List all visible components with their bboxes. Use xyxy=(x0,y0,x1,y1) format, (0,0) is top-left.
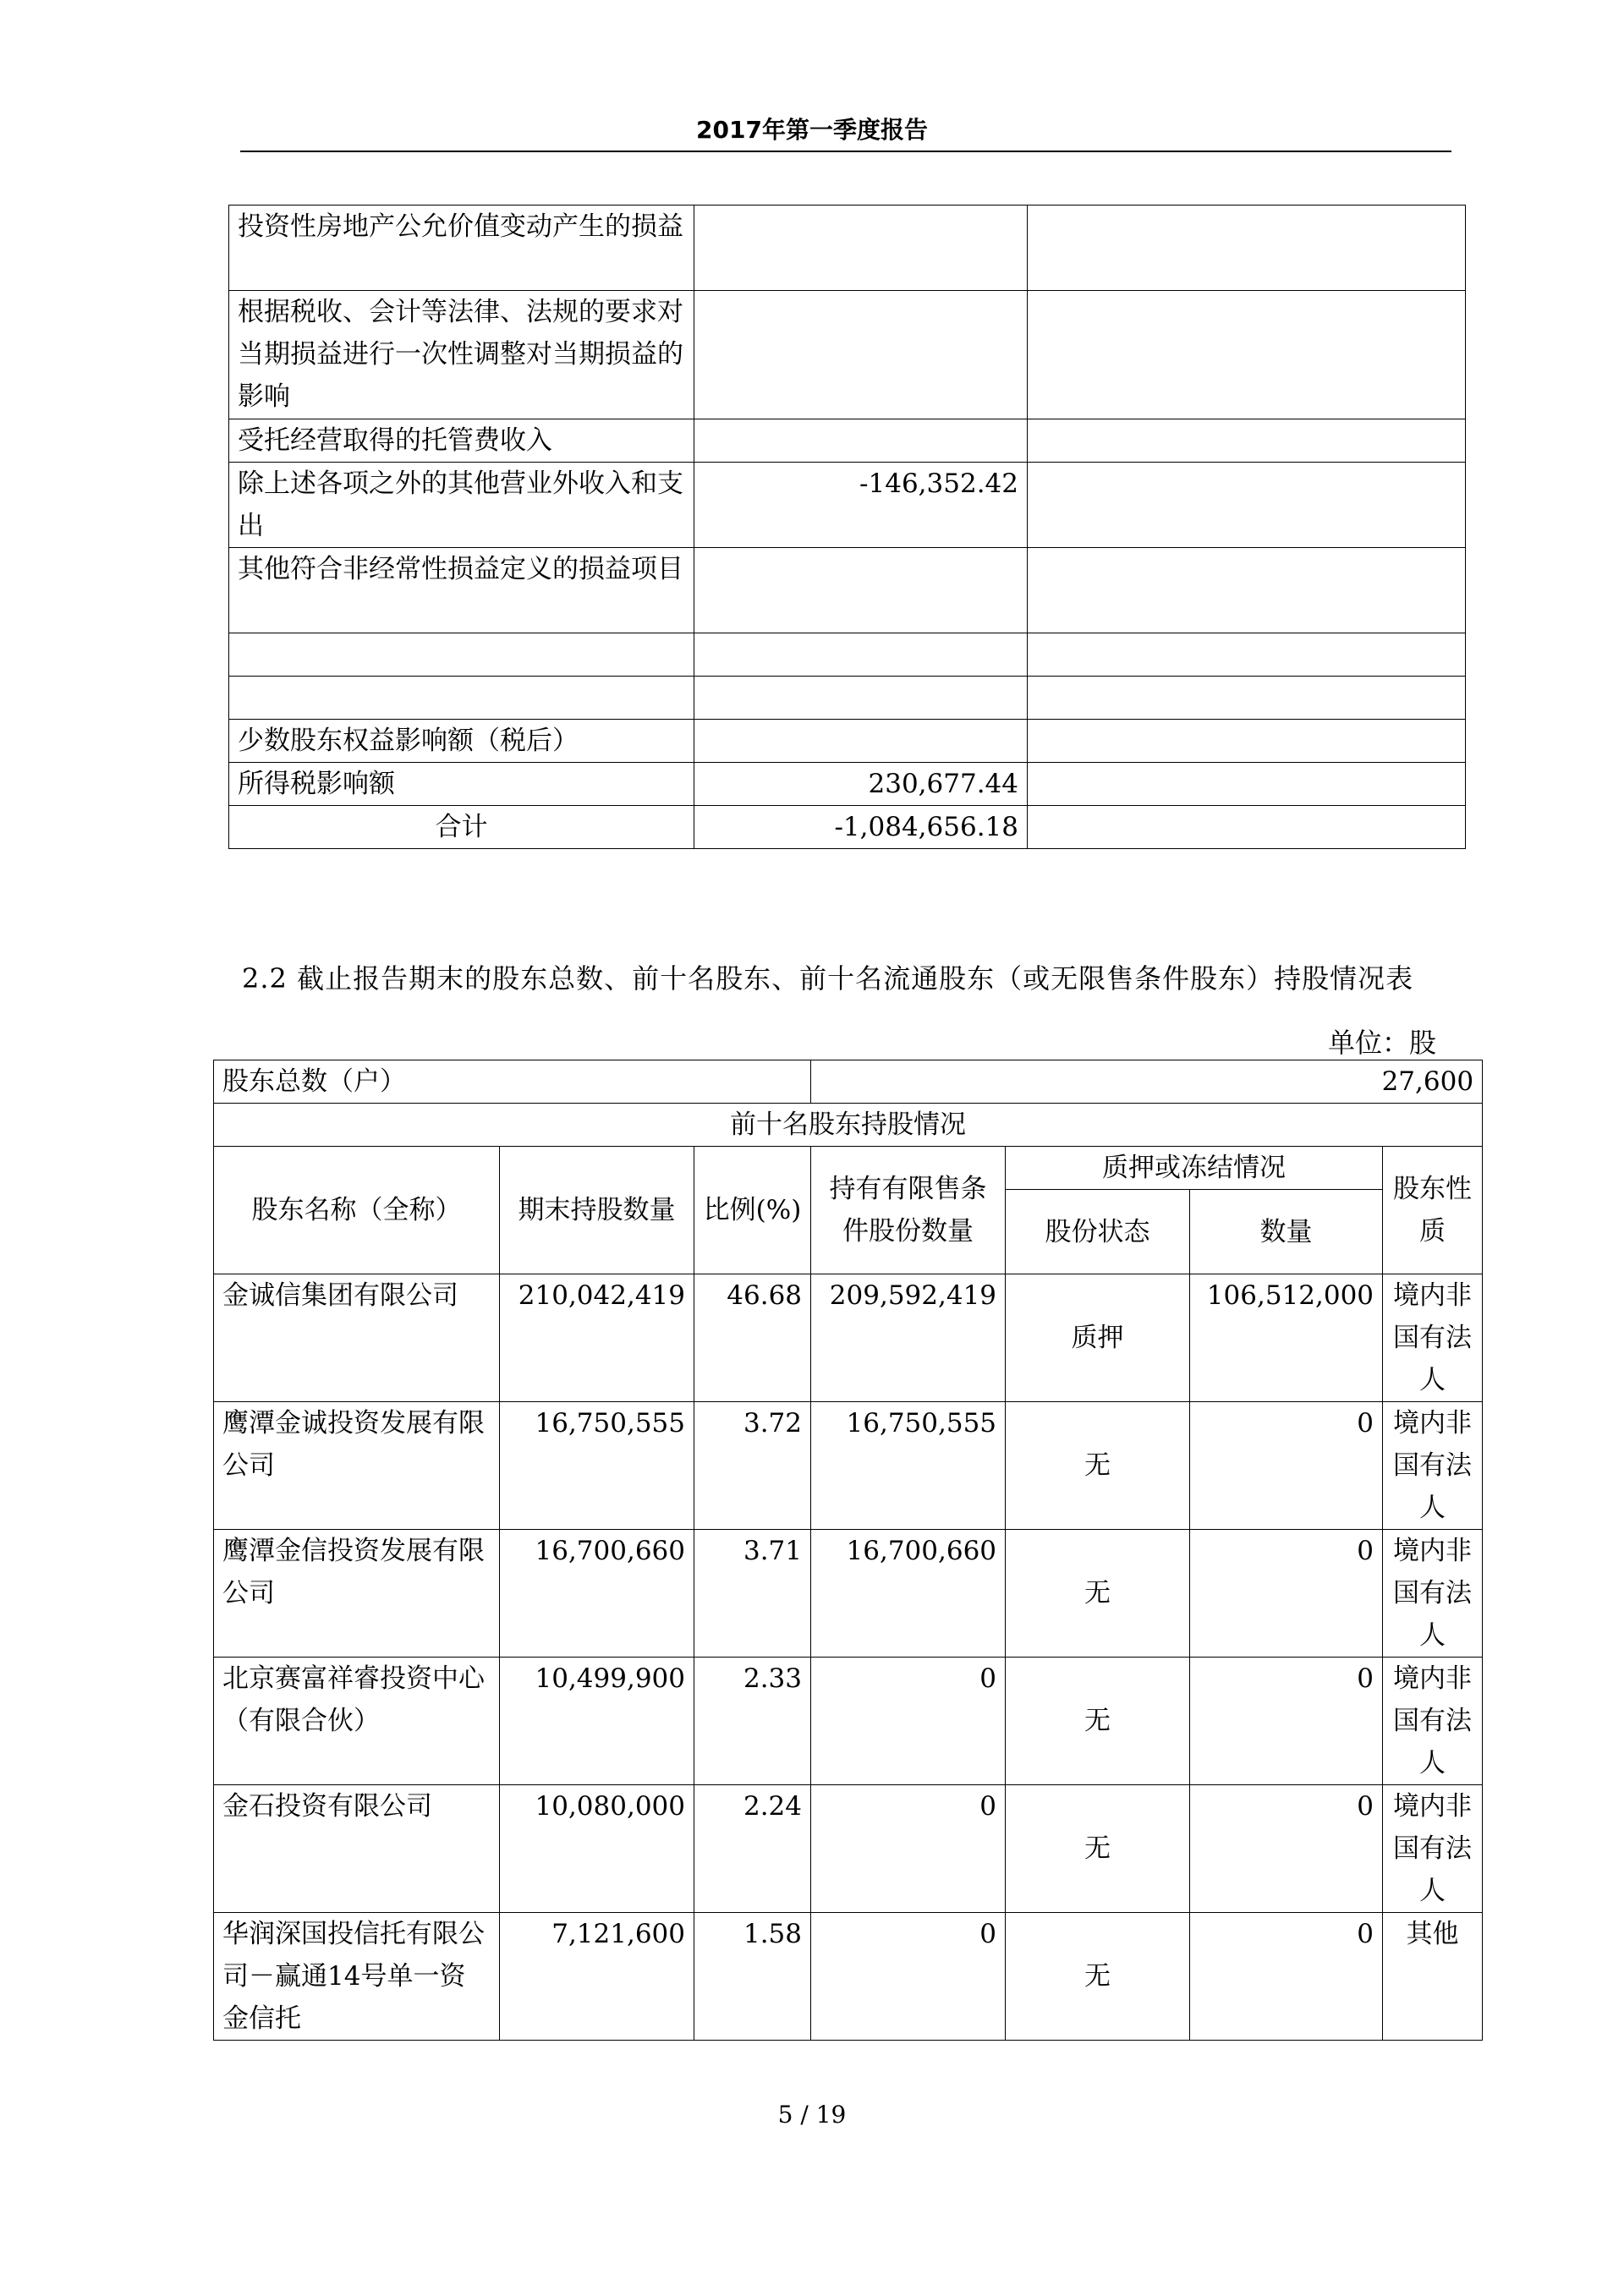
shareholder-nature: 其他 xyxy=(1383,1913,1483,2041)
header-restricted: 持有有限售条件股份数量 xyxy=(811,1147,1006,1274)
shareholder-nature: 境内非国有法人 xyxy=(1383,1402,1483,1530)
table-total-row xyxy=(229,806,1466,849)
shareholder-nature: 境内非国有法人 xyxy=(1383,1530,1483,1658)
total-shareholders-row xyxy=(214,1060,1483,1104)
header-divider xyxy=(240,151,1451,152)
restricted-shares: 209,592,419 xyxy=(811,1274,1006,1402)
top-ten-title-row xyxy=(214,1104,1483,1147)
table-row xyxy=(229,205,1466,291)
item-note xyxy=(1028,720,1466,763)
share-ratio: 3.71 xyxy=(694,1530,811,1658)
header-shares: 期末持股数量 xyxy=(500,1147,694,1274)
item-label: 所得税影响额 xyxy=(229,763,694,806)
restricted-shares: 0 xyxy=(811,1785,1006,1913)
pledge-status: 质押 xyxy=(1006,1274,1190,1402)
item-amount: 230,677.44 xyxy=(694,763,1028,806)
share-ratio: 2.24 xyxy=(694,1785,811,1913)
table-row xyxy=(214,1402,1483,1530)
table-row xyxy=(214,1785,1483,1913)
item-note xyxy=(1028,548,1466,633)
shareholder-table xyxy=(213,1060,1483,2041)
header-ratio: 比例(%) xyxy=(694,1147,811,1274)
pledge-status: 无 xyxy=(1006,1658,1190,1785)
total-label: 合计 xyxy=(229,806,694,849)
total-amount: -1,084,656.18 xyxy=(694,806,1028,849)
table-row-empty xyxy=(229,677,1466,720)
shareholder-name: 鹰潭金诚投资发展有限公司 xyxy=(214,1402,500,1530)
shares-held: 7,121,600 xyxy=(500,1913,694,2041)
item-amount: -146,352.42 xyxy=(694,463,1028,548)
header-pledge-group: 质押或冻结情况 xyxy=(1006,1147,1383,1190)
unit-label: 单位：股 xyxy=(1328,1027,1437,1059)
shares-held: 10,499,900 xyxy=(500,1658,694,1785)
header-name: 股东名称（全称） xyxy=(214,1147,500,1274)
share-ratio: 2.33 xyxy=(694,1658,811,1785)
pledge-amount: 0 xyxy=(1190,1402,1383,1530)
item-amount xyxy=(694,291,1028,419)
pledge-amount: 0 xyxy=(1190,1785,1383,1913)
item-note xyxy=(1028,806,1466,849)
item-note xyxy=(1028,205,1466,291)
table-row xyxy=(229,763,1466,806)
table-row xyxy=(229,720,1466,763)
nonrecurring-items-table xyxy=(228,205,1466,849)
item-label: 其他符合非经常性损益定义的损益项目 xyxy=(229,548,694,633)
header-nature: 股东性质 xyxy=(1383,1147,1483,1274)
total-shareholders-label: 股东总数（户） xyxy=(214,1060,811,1104)
table-row xyxy=(214,1658,1483,1785)
item-label xyxy=(229,677,694,720)
item-label xyxy=(229,633,694,677)
item-label: 投资性房地产公允价值变动产生的损益 xyxy=(229,205,694,291)
shares-held: 16,750,555 xyxy=(500,1402,694,1530)
header-pledge-amount: 数量 xyxy=(1190,1190,1383,1274)
table-row xyxy=(229,463,1466,548)
shareholder-nature: 境内非国有法人 xyxy=(1383,1274,1483,1402)
pledge-amount: 0 xyxy=(1190,1658,1383,1785)
section-heading: 2.2 截止报告期末的股东总数、前十名股东、前十名流通股东（或无限售条件股东）持股情况表 xyxy=(242,962,1414,995)
item-amount xyxy=(694,720,1028,763)
pledge-status: 无 xyxy=(1006,1913,1190,2041)
item-amount xyxy=(694,633,1028,677)
item-label: 少数股东权益影响额（税后） xyxy=(229,720,694,763)
table-row xyxy=(214,1913,1483,2041)
item-note xyxy=(1028,419,1466,463)
pledge-status: 无 xyxy=(1006,1530,1190,1658)
shareholder-name: 金石投资有限公司 xyxy=(214,1785,500,1913)
pledge-amount: 0 xyxy=(1190,1530,1383,1658)
page-number: 5 / 19 xyxy=(777,2101,847,2129)
share-ratio: 1.58 xyxy=(694,1913,811,2041)
restricted-shares: 0 xyxy=(811,1658,1006,1785)
shares-held: 210,042,419 xyxy=(500,1274,694,1402)
pledge-status: 无 xyxy=(1006,1785,1190,1913)
item-note xyxy=(1028,633,1466,677)
item-note xyxy=(1028,677,1466,720)
table-row xyxy=(229,419,1466,463)
pledge-amount: 106,512,000 xyxy=(1190,1274,1383,1402)
shareholder-nature: 境内非国有法人 xyxy=(1383,1658,1483,1785)
shareholder-name: 华润深国投信托有限公司－赢通14号单一资金信托 xyxy=(214,1913,500,2041)
item-amount xyxy=(694,677,1028,720)
table-row xyxy=(214,1530,1483,1658)
share-ratio: 46.68 xyxy=(694,1274,811,1402)
page-header-title: 2017年第一季度报告 xyxy=(696,116,928,144)
shares-held: 16,700,660 xyxy=(500,1530,694,1658)
shareholder-name: 鹰潭金信投资发展有限公司 xyxy=(214,1530,500,1658)
item-label: 除上述各项之外的其他营业外收入和支出 xyxy=(229,463,694,548)
table-row xyxy=(229,291,1466,419)
top-ten-title: 前十名股东持股情况 xyxy=(214,1104,1483,1147)
restricted-shares: 0 xyxy=(811,1913,1006,2041)
item-amount xyxy=(694,205,1028,291)
table-header-row xyxy=(214,1147,1483,1190)
pledge-amount: 0 xyxy=(1190,1913,1383,2041)
share-ratio: 3.72 xyxy=(694,1402,811,1530)
item-note xyxy=(1028,463,1466,548)
item-note xyxy=(1028,763,1466,806)
shares-held: 10,080,000 xyxy=(500,1785,694,1913)
shareholder-name: 北京赛富祥睿投资中心（有限合伙） xyxy=(214,1658,500,1785)
table-row xyxy=(214,1274,1483,1402)
item-amount xyxy=(694,419,1028,463)
shareholder-nature: 境内非国有法人 xyxy=(1383,1785,1483,1913)
item-label: 根据税收、会计等法律、法规的要求对当期损益进行一次性调整对当期损益的影响 xyxy=(229,291,694,419)
header-pledge-status: 股份状态 xyxy=(1006,1190,1190,1274)
item-label: 受托经营取得的托管费收入 xyxy=(229,419,694,463)
table-row-empty xyxy=(229,633,1466,677)
restricted-shares: 16,700,660 xyxy=(811,1530,1006,1658)
item-note xyxy=(1028,291,1466,419)
item-amount xyxy=(694,548,1028,633)
restricted-shares: 16,750,555 xyxy=(811,1402,1006,1530)
total-shareholders-value: 27,600 xyxy=(811,1060,1483,1104)
table-row xyxy=(229,548,1466,633)
pledge-status: 无 xyxy=(1006,1402,1190,1530)
shareholder-name: 金诚信集团有限公司 xyxy=(214,1274,500,1402)
